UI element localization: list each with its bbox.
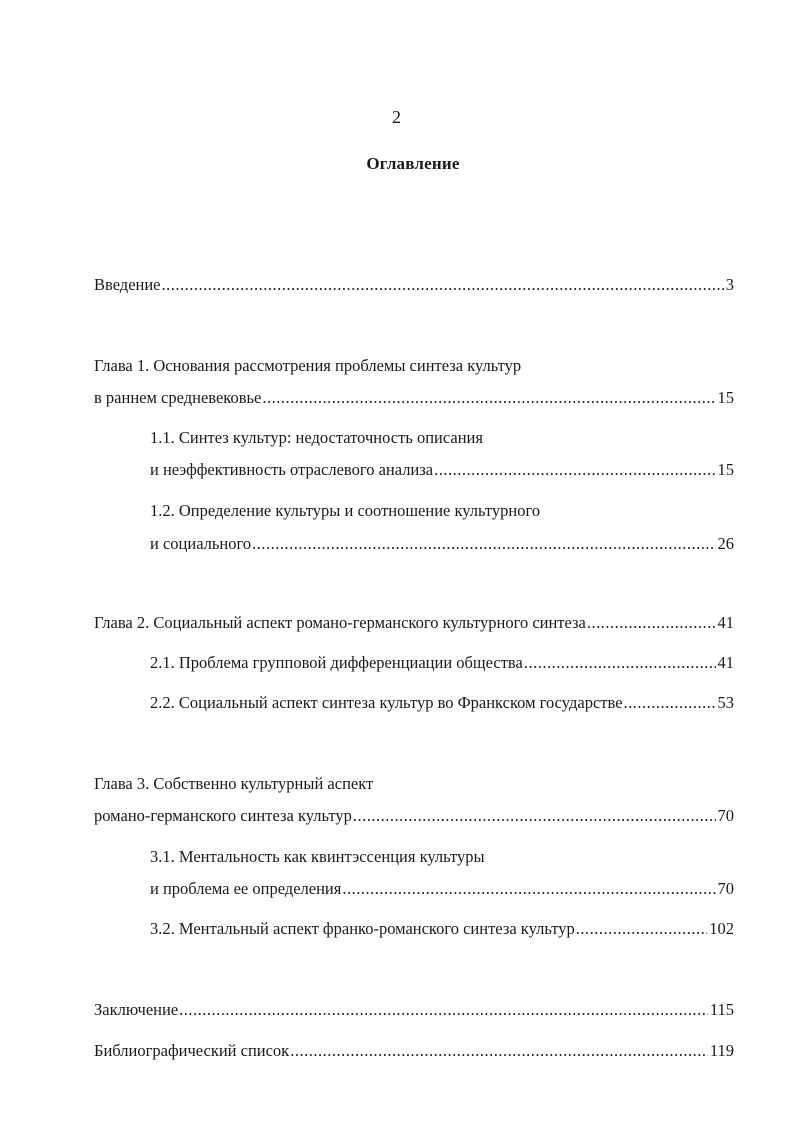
toc-entry-text: 2.2. Социальный аспект синтеза культур во Франкском государстве xyxy=(150,693,623,712)
toc-entry-text: 3.2. Ментальный аспект франко-романского синтеза культур xyxy=(150,919,575,938)
page-number: 2 xyxy=(392,107,401,127)
toc-entry-page: 115 xyxy=(709,1000,734,1019)
toc-entry-section-1-1[interactable] xyxy=(150,459,734,481)
toc-entry-text: 2.1. Проблема групповой дифференциации общества xyxy=(150,653,523,672)
toc-entry-chapter-3[interactable] xyxy=(94,805,734,827)
toc-entry-page: 70 xyxy=(717,806,734,825)
toc-entry-text: в раннем средневековье xyxy=(94,388,262,407)
leader-dots xyxy=(290,1040,708,1062)
toc-title: Оглавление xyxy=(366,154,460,173)
toc-entry-page: 119 xyxy=(709,1041,734,1060)
toc-entry-page: 26 xyxy=(717,534,734,553)
leader-dots xyxy=(624,692,716,714)
toc-entry-section-3-1-lead: 3.1. Ментальность как квинтэссенция культуры xyxy=(150,847,485,866)
leader-dots xyxy=(587,612,716,634)
leader-dots xyxy=(353,805,716,827)
toc-entry-text: романо-германского синтеза культур xyxy=(94,806,352,825)
leader-dots xyxy=(576,918,708,940)
toc-entry-page: 70 xyxy=(717,879,734,898)
toc-entry-section-3-2[interactable] xyxy=(150,918,734,940)
toc-entry-section-1-2[interactable] xyxy=(150,533,734,555)
toc-entry-chapter-2[interactable] xyxy=(94,612,734,634)
toc-entry-page: 102 xyxy=(709,919,734,938)
toc-entry-section-3-1[interactable] xyxy=(150,878,734,900)
toc-entry-chapter-3-lead: Глава 3. Собственно культурный аспект xyxy=(94,774,374,793)
leader-dots xyxy=(262,387,715,409)
toc-entry-page: 53 xyxy=(717,693,734,712)
leader-dots xyxy=(524,652,716,674)
toc-entry-section-1-2-lead: 1.2. Определение культуры и соотношение культурного xyxy=(150,501,541,520)
toc-entry-introduction[interactable] xyxy=(94,274,734,296)
leader-dots xyxy=(342,878,715,900)
toc-entry-text: Заключение xyxy=(94,1000,179,1019)
toc-entry-section-2-1[interactable] xyxy=(150,652,734,674)
toc-entry-text: и неэффективность отраслевого анализа xyxy=(150,460,434,479)
toc-entry-page: 15 xyxy=(717,460,734,479)
toc-entry-chapter-1[interactable] xyxy=(94,387,734,409)
toc-entry-chapter-1-lead: Глава 1. Основания рассмотрения проблемы синтеза культур xyxy=(94,356,522,375)
toc-entry-page: 3 xyxy=(725,275,734,294)
toc-entry-page: 41 xyxy=(717,653,734,672)
toc-entry-text: Глава 2. Социальный аспект романо-германского культурного синтеза xyxy=(94,613,586,632)
toc-entry-page: 15 xyxy=(717,388,734,407)
leader-dots xyxy=(179,999,708,1021)
toc-entry-conclusion[interactable] xyxy=(94,999,734,1021)
toc-entry-text: и социального xyxy=(150,534,252,553)
leader-dots xyxy=(434,459,715,481)
toc-entry-bibliography[interactable] xyxy=(94,1040,734,1062)
toc-entry-text: Введение xyxy=(94,275,161,294)
leader-dots xyxy=(162,274,724,296)
toc-entry-text: и проблема ее определения xyxy=(150,879,342,898)
toc-entry-section-1-1-lead: 1.1. Синтез культур: недостаточность описания xyxy=(150,428,483,447)
toc-entry-section-2-2[interactable] xyxy=(150,692,734,714)
toc-entry-page: 41 xyxy=(717,613,734,632)
leader-dots xyxy=(252,533,715,555)
toc-entry-text: Библиографический список xyxy=(94,1041,290,1060)
